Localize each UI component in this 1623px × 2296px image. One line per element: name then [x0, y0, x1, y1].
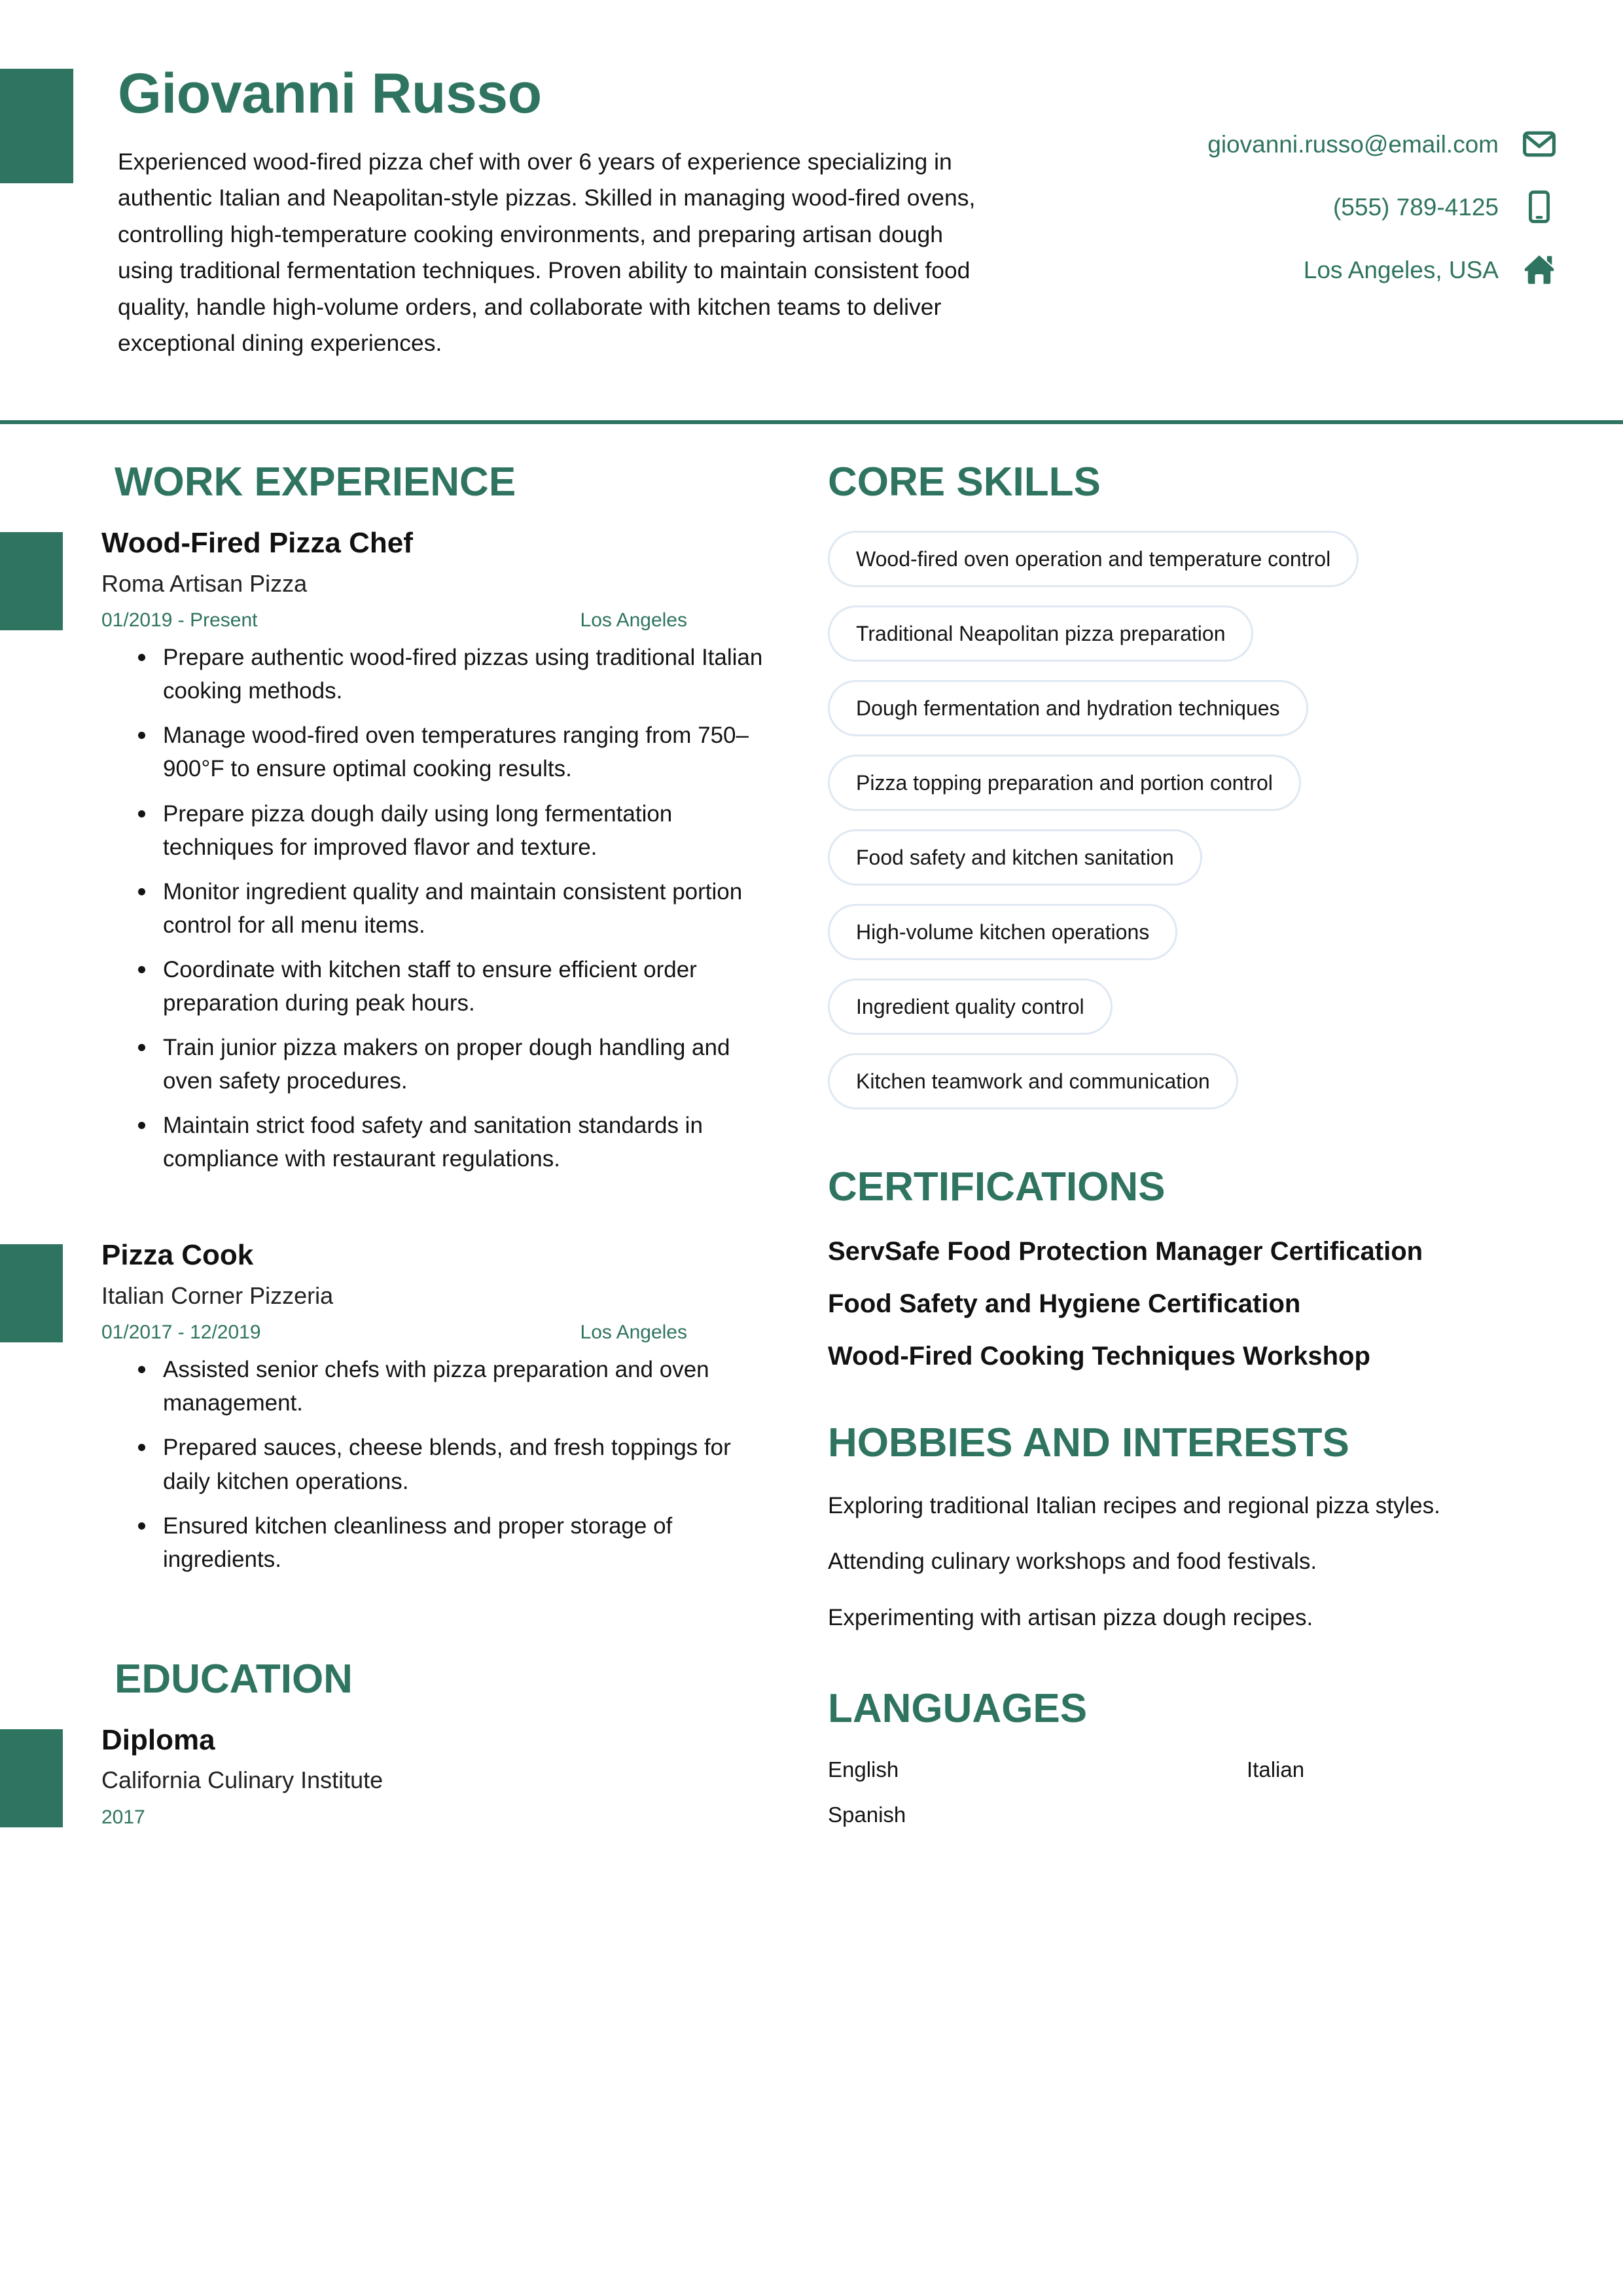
certifications-list: [828, 1236, 1544, 1372]
skill-pill: Wood-fired oven operation and temperature control: [828, 531, 1359, 587]
list-item: Exploring traditional Italian recipes and regional pizza styles.: [828, 1492, 1440, 1518]
education-year: 2017: [101, 1806, 145, 1828]
contact-location[interactable]: [1014, 251, 1558, 288]
contact-phone[interactable]: [1014, 188, 1558, 225]
skill-pill: High-volume kitchen operations: [828, 904, 1177, 960]
professional-summary: Experienced wood-fired pizza chef with over 6 years of experience specializing in authentic Italian and Neapolitan-style pizzas. Skilled in managing wood-fired ovens, controlling high-temperature cooking environments, and preparing artisan dough using traditional fermentation techniques. Proven ability to maintain consistent food quality, handle high-volume orders, and collaborate with kitchen teams to deliver exceptional dining experiences.: [118, 149, 976, 356]
list-item: Experimenting with artisan pizza dough recipes.: [828, 1604, 1313, 1630]
education-school: California Culinary Institute: [101, 1767, 383, 1794]
job-dates: 01/2017 - 12/2019: [101, 1321, 261, 1344]
contact-phone-value: (555) 789-4125: [1332, 193, 1499, 221]
skill-pill: Kitchen teamwork and communication: [828, 1053, 1238, 1109]
job-bullets: [101, 641, 815, 1175]
list-item: Italian: [1247, 1757, 1305, 1782]
section-heading-hobbies: HOBBIES AND INTERESTS: [828, 1420, 1349, 1466]
entry-accent-bar: [0, 1729, 63, 1827]
resume-header: [0, 0, 1623, 424]
contact-email-value: giovanni.russo@email.com: [1207, 130, 1499, 158]
list-item: English: [828, 1757, 899, 1782]
envelope-icon: [1521, 126, 1558, 162]
left-column: [0, 461, 815, 1828]
list-item: Monitor ingredient quality and maintain consistent portion control for all menu items.: [135, 875, 772, 942]
hobbies-list: [828, 1491, 1544, 1633]
list-item: Ensured kitchen cleanliness and proper storage of ingredients.: [135, 1509, 772, 1576]
section-heading-languages: LANGUAGES: [828, 1686, 1088, 1732]
entry-accent-bar: [0, 1244, 63, 1342]
job-title: Wood-Fired Pizza Chef: [101, 527, 413, 560]
list-item: Train junior pizza makers on proper dough handling and oven safety procedures.: [135, 1031, 772, 1098]
job-location: Los Angeles: [580, 1321, 687, 1344]
section-heading-education: EDUCATION: [115, 1656, 353, 1702]
header-left-block: [118, 62, 1014, 361]
list-item: Wood-Fired Cooking Techniques Workshop: [828, 1342, 1370, 1371]
skill-pill: Food safety and kitchen sanitation: [828, 829, 1202, 886]
job-meta: [101, 609, 815, 632]
job-title: Pizza Cook: [101, 1239, 254, 1272]
list-item: Manage wood-fired oven temperatures ranging from 750–900°F to ensure optimal cooking results.: [135, 719, 772, 785]
header-accent-bar: [0, 69, 73, 183]
list-item: Food Safety and Hygiene Certification: [828, 1289, 1301, 1319]
work-entry: [0, 1239, 815, 1575]
list-item: Prepared sauces, cheese blends, and fresh toppings for daily kitchen operations.: [135, 1431, 772, 1498]
list-item: Maintain strict food safety and sanitation standards in compliance with restaurant regulations.: [135, 1109, 772, 1175]
job-meta: [101, 1321, 815, 1344]
job-dates: 01/2019 - Present: [101, 609, 258, 632]
skill-pill: Dough fermentation and hydration techniques: [828, 680, 1308, 736]
contact-block: [1014, 65, 1558, 288]
section-heading-work-experience: WORK EXPERIENCE: [115, 459, 516, 505]
job-organization: Italian Corner Pizzeria: [101, 1282, 334, 1310]
job-bullets: [101, 1353, 815, 1576]
education-entry: [0, 1724, 815, 1829]
list-item: Spanish: [828, 1803, 906, 1827]
skill-pill: Ingredient quality control: [828, 978, 1113, 1035]
section-heading-certifications: CERTIFICATIONS: [828, 1164, 1166, 1210]
list-item: Attending culinary workshops and food festivals.: [828, 1549, 1317, 1575]
header-divider: [0, 420, 1623, 424]
contact-email[interactable]: [1014, 126, 1558, 162]
work-entry: [0, 527, 815, 1175]
home-icon: [1521, 251, 1558, 288]
mobile-phone-icon: [1521, 188, 1558, 225]
right-column: [815, 461, 1623, 1828]
list-item: Prepare pizza dough daily using long fermentation techniques for improved flavor and texture.: [135, 797, 772, 864]
page-title: Giovanni Russo: [118, 62, 542, 125]
skill-pill: Traditional Neapolitan pizza preparation: [828, 605, 1253, 662]
list-item: ServSafe Food Protection Manager Certification: [828, 1237, 1423, 1266]
section-heading-core-skills: CORE SKILLS: [828, 459, 1101, 505]
list-item: Prepare authentic wood-fired pizzas using traditional Italian cooking methods.: [135, 641, 772, 708]
languages-list: [828, 1756, 1544, 1829]
entry-accent-bar: [0, 532, 63, 630]
list-item: Assisted senior chefs with pizza preparation and oven management.: [135, 1353, 772, 1420]
core-skills-list: [828, 531, 1544, 1109]
education-degree: Diploma: [101, 1723, 215, 1756]
skill-pill: Pizza topping preparation and portion control: [828, 755, 1301, 811]
job-organization: Roma Artisan Pizza: [101, 569, 308, 597]
job-location: Los Angeles: [580, 609, 687, 632]
contact-location-value: Los Angeles, USA: [1303, 256, 1499, 283]
list-item: Coordinate with kitchen staff to ensure efficient order preparation during peak hours.: [135, 953, 772, 1020]
